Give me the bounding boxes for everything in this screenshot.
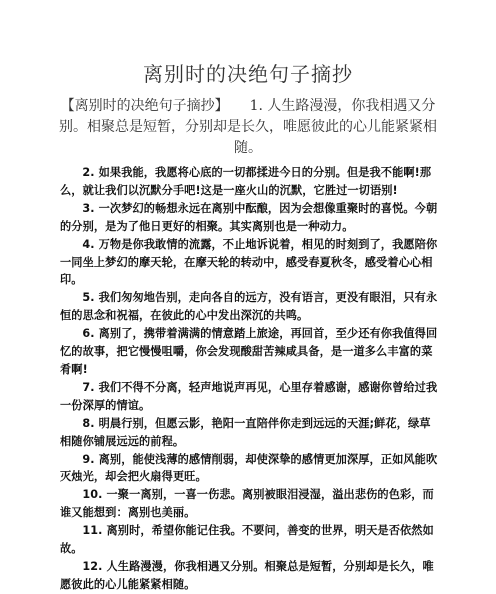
article-paragraph: 3. 一次梦幻的畅想永远在离别中酝酿，因为会想像重聚时的喜悦。今朝的分别，是为了他日更好的相聚。其实离别也是一种动力。	[60, 201, 438, 233]
article-paragraph: 4. 万物是你我敢情的流露，不止地诉说着，相见的时刻到了，我愿陪你一同坐上梦幻的摩天轮，在摩天轮的转动中，感受春夏秋冬，感受着心心相印。	[60, 237, 438, 287]
article-intro: 【离别时的决绝句子摘抄】 1. 人生路漫漫，你我相遇又分别。相聚总是短暂，分别却是长久，唯愿彼此的心儿能紧紧相随。	[59, 98, 437, 156]
article-paragraph: 11. 离别时，希望你能记住我。不要问，善变的世界，明天是否依然如故。	[60, 524, 434, 556]
article-title: 离别时的决绝句子摘抄	[143, 62, 353, 86]
article-paragraph: 12. 人生路漫漫，你我相遇又分别。相聚总是短暂，分别却是长久，唯愿彼此的心儿能紧紧相随。	[60, 559, 434, 591]
article-body	[60, 164, 438, 594]
article-paragraph: 8. 明晨行别，但愿云影，艳阳一直陪伴你走到远远的天涯;鲜花，绿草相随你铺展远远的前程。	[60, 416, 431, 448]
article-paragraph: 2. 如果我能，我愿将心底的一切都揉进今日的分别。但是我不能啊!那么，就让我们以沉默分手吧!这是一座火山的沉默，它胜过一切语别!	[60, 166, 432, 197]
article-paragraph: 7. 我们不得不分离，轻声地说声再见，心里存着感谢，感谢你曾给过我一份深厚的情谊。	[60, 380, 438, 412]
article-paragraph: 9. 离别，能使浅薄的感情削弱，却使深挚的感情更加深厚，正如风能吹灭烛光，却会把火扇得更旺。	[60, 452, 438, 484]
article-paragraph: 10. 一聚一离别，一喜一伤悲。离别被眼泪浸湿，溢出悲伤的色彩，而谁又能想到：离别也美丽。	[60, 488, 434, 520]
article-paragraph: 6. 离别了，携带着满满的情意踏上旅途，再回首，至少还有你我值得回忆的故事，把它慢慢咀嚼，你会发现酸甜苦辣咸具备，是一道多么丰富的菜肴啊!	[60, 327, 438, 376]
article-paragraph: 5. 我们匆匆地告别，走向各自的远方，没有语言，更没有眼泪，只有永恒的思念和祝福，在彼此的心中发出深沉的共鸣。	[60, 291, 438, 323]
